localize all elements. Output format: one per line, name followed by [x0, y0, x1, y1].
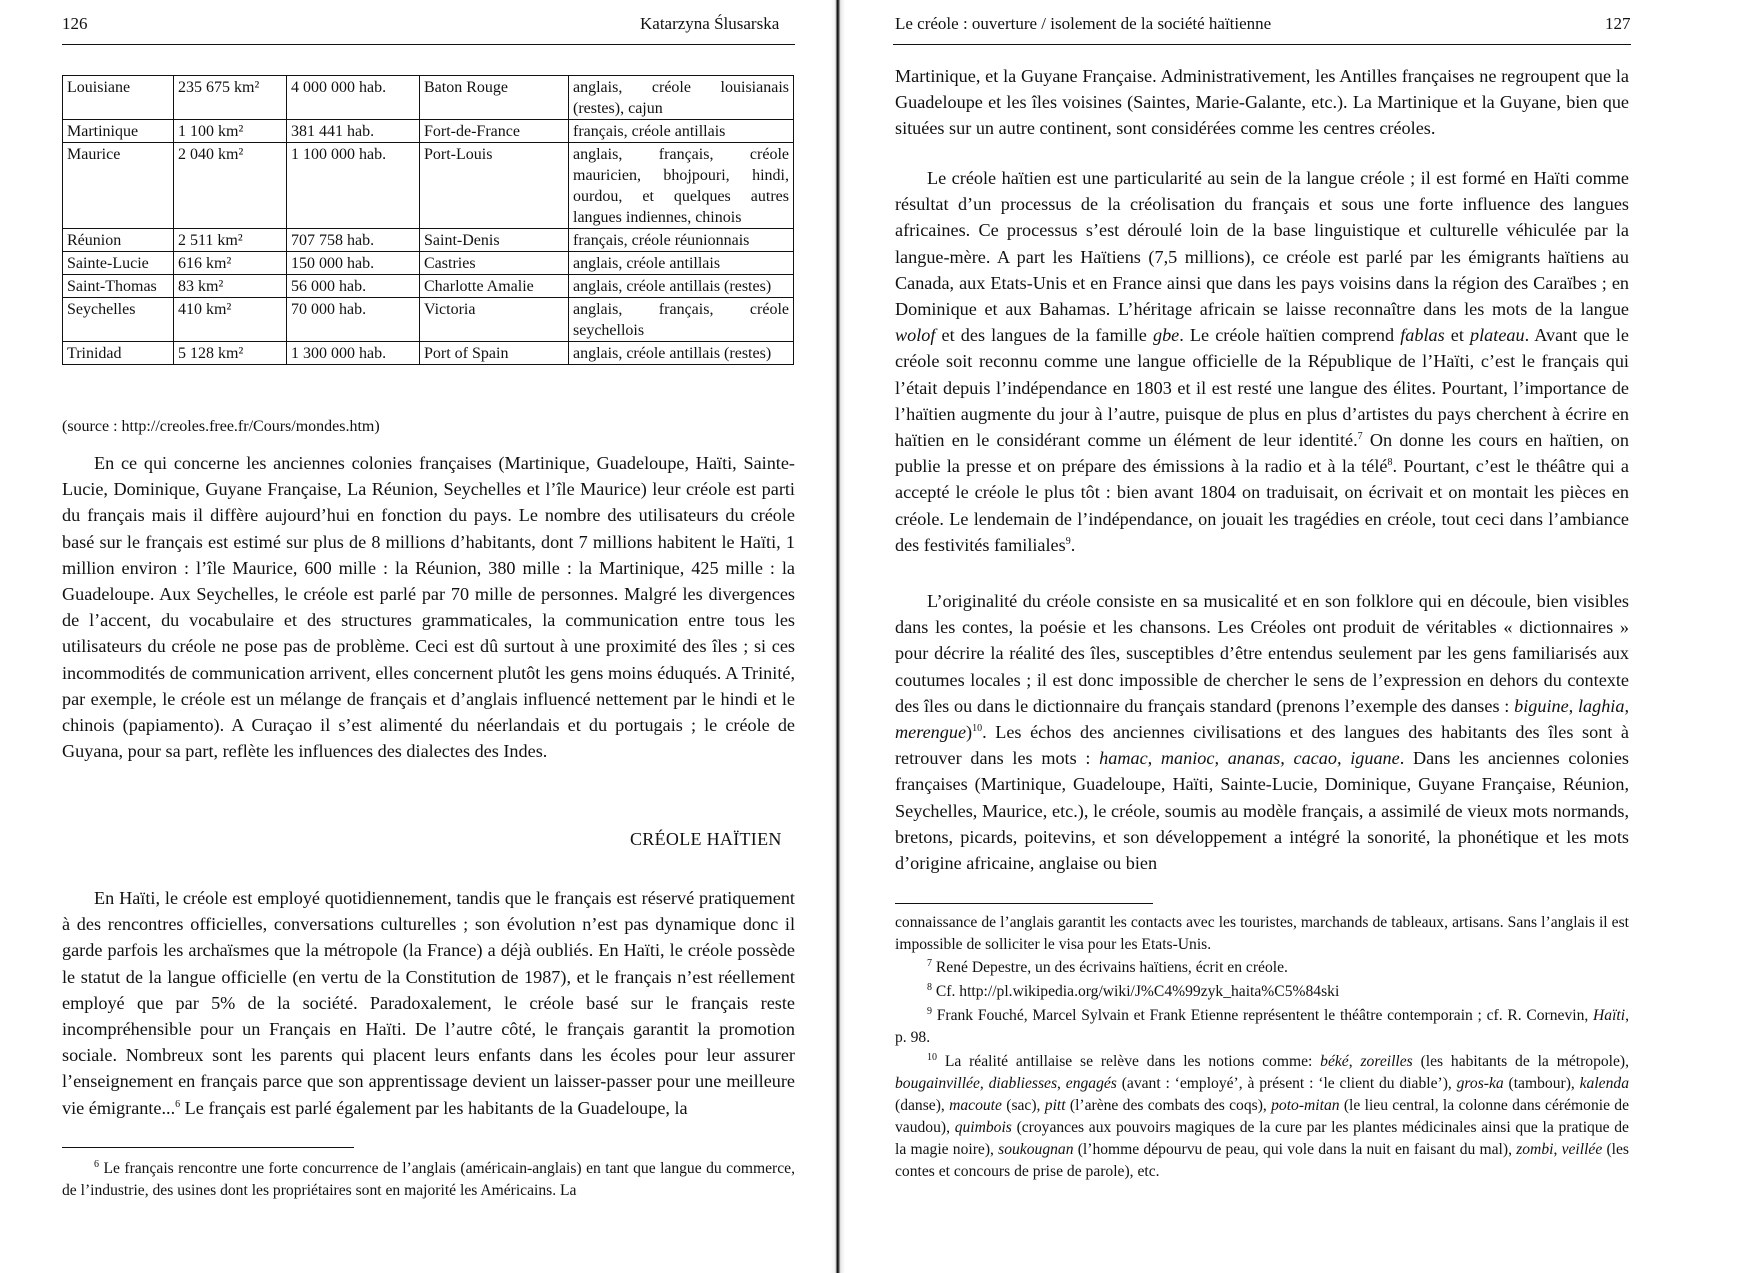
body-paragraph: En Haïti, le créole est employé quotidiennement, tandis que le français est réservé pratiquement à des rencontres officielles, conversations culturelles ; son évolution n’est pas dynamique donc il garde parfois les archaïsmes que la métropole (la France) a déjà oubliés. En Haïti, le créole possède le statut de la langue officielle (en vertu de la Constitution de 1987), et le français n’est réellement employé que par 5% de la société. Paradoxalement, le créole basé sur le français reste incompréhensible pour un Français en Haïti. De l’autre côté, le français garantit la promotion sociale. Nombreux sont les parents qui placent leurs enfants dans les écoles pour leur assurer l’enseignement en français parce que son apprentissage devient un laisser-passer pour une meilleure vie émigrante...$^6$ Le français est parlé également par les habitants de la Guadeloupe, la: [62, 888, 795, 1118]
territory-cell: Saint-Thomas: [63, 275, 174, 298]
capital-cell: Castries: [420, 252, 569, 275]
area-cell: 2 511 km²: [174, 229, 287, 252]
left-page: [0, 0, 830, 1273]
table-source: (source : http://creoles.free.fr/Cours/mondes.htm): [62, 418, 380, 435]
languages-cell: anglais, créole antillais: [569, 252, 794, 275]
footnote: connaissance de l’anglais garantit les contacts avec les touristes, marchands de tableaux, artisans. Sans l’anglais il est impossible de solliciter le visa pour les Etats-Unis.: [895, 914, 1629, 953]
body-paragraph: Martinique, et la Guyane Française. Administrativement, les Antilles françaises ne regroupent que la Guadeloupe et les îles voisines (Saintes, Marie-Galante, etc.). La Martinique et la Guyane, bien que situées sur un autre continent, sont considérées comme les centres créoles.: [895, 66, 1629, 139]
territory-cell: Sainte-Lucie: [63, 252, 174, 275]
creole-table: [62, 75, 794, 365]
table-row: [63, 252, 794, 275]
languages-cell: français, créole réunionnais: [569, 229, 794, 252]
footnote: $^7$ René Depestre, un des écrivains haïtiens, écrit en créole.: [927, 957, 1288, 976]
footnote-ref: 10: [972, 722, 983, 734]
capital-cell: Fort-de-France: [420, 120, 569, 143]
footnote-ref: 6: [175, 1098, 181, 1110]
territory-cell: Seychelles: [63, 298, 174, 342]
table-row: [63, 120, 794, 143]
footnote-rule: [62, 1147, 354, 1148]
table-row: [63, 143, 794, 229]
body-paragraph: L’originalité du créole consiste en sa musicalité et en son folklore qui en découle, bien visibles dans les contes, la poésie et les chansons. Les Créoles ont produit de véritables « dictionnaires » pour décrire la réalité des îles, susceptibles d’être entendus seulement par les gens familiarisés aux coutumes locales ; il est donc impossible de chercher le sens de l’expression en dehors du contexte des îles ou dans le dictionnaire du français standard (prenons l’exemple des danses : biguine, laghia, merengue)$^{10}$. Les échos des anciennes civilisations et des langues des habitants des îles sont à retrouver dans les mots : hamac, manioc, ananas, cacao, iguane. Dans les anciennes colonies françaises (Martinique, Guadeloupe, Haïti, Sainte-Lucie, Dominique, Guyane Française, Réunion, Seychelles, Maurice, etc.), le créole, soumis au modèle français, a assimilé de vieux mots normands, bretons, picards, poitevins, et son développement a intégré la sonorité, la phonétique et les mots d’origine africaine, anglaise ou bien: [895, 591, 1629, 874]
population-cell: 56 000 hab.: [287, 275, 420, 298]
table-row: [63, 229, 794, 252]
body-paragraph: Le créole haïtien est une particularité au sein de la langue créole ; il est formé en Haïti comme résultat d’un processus de la créolisation du français et sous une forte influence des langues africaines. Ce processus s’est déroulé loin de la base linguistique et culturelle véhiculée par la langue-mère. A part les Haïtiens (7,5 millions), ce créole est parlé par les émigrants haïtiens au Canada, aux Etats-Unis et en France ainsi que dans les pays voisins dans la région des Caraïbes ; en Dominique et aux Bahamas. L’héritage africain se laisse reconnaître dans les mots de la langue wolof et des langues de la famille gbe. Le créole haïtien comprend fablas et plateau. Avant que le créole soit reconnu comme une langue officielle de la République de l’Haïti, c’est le français qui l’était depuis l’indépendance en 1803 et il est resté une langue des élites. Pourtant, l’importance de l’haïtien augmente du jour à l’autre, puisque de plus en plus d’artistes du pays cherchent à écrire en haïtien en le considérant comme un élément de leur identité.$^7$ On donne les cours en haïtien, on publie la presse et on prépare des émissions à la radio et à la télé$^8$. Pourtant, c’est le théâtre qui a accepté le créole le plus tôt : bien avant 1804 on traduisait, on écrivait et on montait les pièces en créole. Le lendemain de l’indépendance, on jouait les tragédies en créole, tout ceci dans l’ambiance des festivités familiales$^9$.: [895, 168, 1629, 555]
footnote-ref: 7: [1357, 430, 1363, 442]
area-cell: 1 100 km²: [174, 120, 287, 143]
table-row: [63, 275, 794, 298]
table-row: [63, 76, 794, 120]
population-cell: 150 000 hab.: [287, 252, 420, 275]
header-rule: [62, 44, 795, 45]
area-cell: 616 km²: [174, 252, 287, 275]
territory-cell: Louisiane: [63, 76, 174, 120]
population-cell: 707 758 hab.: [287, 229, 420, 252]
area-cell: 83 km²: [174, 275, 287, 298]
footnote-rule: [895, 903, 1153, 904]
table-row: [63, 298, 794, 342]
section-title: CRÉOLE HAÏTIEN: [630, 829, 782, 849]
population-cell: 70 000 hab.: [287, 298, 420, 342]
languages-cell: anglais, français, créole mauricien, bhojpouri, hindi, ourdou, et quelques autres langues indiennes, chinois: [569, 143, 794, 229]
footnote: $^{10}$ La réalité antillaise se relève dans les notions comme: béké, zoreilles (les habitants de la métropole), bougainvillée, diabliesses, engagés (avant : ‘employé’, à présent : ‘le client du diable’), gros-ka (tambour), kalenda (danse), macoute (sac), pitt (l’arène des combats des coqs), poto-mitan (le lieu central, la colonne dans cérémonie de vaudou), quimbois (croyances aux pouvoirs magiques de la cure par les plantes médicinales ainsi que la pratique de la magie noire), soukougnan (l’homme dépourvu de peau, qui vole dans la nuit en faisant du mal), zombi, veillée (les contes et concours de prise de parole), etc.: [895, 1051, 1630, 1180]
footnote-ref: 9: [1065, 535, 1071, 547]
right-page: [845, 0, 1759, 1273]
area-cell: 2 040 km²: [174, 143, 287, 229]
running-head: Katarzyna Ślusarska: [640, 14, 780, 33]
book-gutter: [830, 0, 845, 1273]
header-rule: [893, 44, 1631, 45]
territory-cell: Maurice: [63, 143, 174, 229]
territory-cell: Martinique: [63, 120, 174, 143]
territory-cell: Trinidad: [63, 342, 174, 365]
population-cell: 4 000 000 hab.: [287, 76, 420, 120]
territory-cell: Réunion: [63, 229, 174, 252]
table-row: [63, 342, 794, 365]
footnote: $^9$ Frank Fouché, Marcel Sylvain et Frank Etienne représentent le théâtre contemporain ; cf. R. Cornevin, Haïti, p. 98.: [895, 1005, 1629, 1046]
page-number: 126: [62, 14, 88, 33]
languages-cell: anglais, créole antillais (restes): [569, 342, 794, 365]
population-cell: 381 441 hab.: [287, 120, 420, 143]
languages-cell: français, créole antillais: [569, 120, 794, 143]
page-number: 127: [1605, 14, 1631, 33]
population-cell: 1 100 000 hab.: [287, 143, 420, 229]
capital-cell: Baton Rouge: [420, 76, 569, 120]
capital-cell: Victoria: [420, 298, 569, 342]
languages-cell: anglais, créole antillais (restes): [569, 275, 794, 298]
languages-cell: anglais, créole louisianais (restes), cajun: [569, 76, 794, 120]
capital-cell: Charlotte Amalie: [420, 275, 569, 298]
area-cell: 410 km²: [174, 298, 287, 342]
capital-cell: Port-Louis: [420, 143, 569, 229]
footnote: $^8$ Cf. http://pl.wikipedia.org/wiki/J%C4%99zyk_haita%C5%84ski: [927, 981, 1340, 1000]
body-paragraph: En ce qui concerne les anciennes colonies françaises (Martinique, Guadeloupe, Haïti, Sainte-Lucie, Dominique, Guyane Française, La Réunion, Seychelles et l’île Maurice) leur créole est parti du français mais il diffère aujourd’hui en fonction du pays. Le nombre des utilisateurs du créole basé sur le français est estimé sur plus de 8 millions d’habitants, dont 7 millions habitent le Haïti, 1 million environ : l’île Maurice, 600 mille : la Réunion, 380 mille : la Martinique, 425 mille : la Guadeloupe. Aux Seychelles, le créole est parlé par 70 mille de personnes. Malgré les divergences de l’accent, du vocabulaire et des structures grammaticales, la communication entre tous les utilisateurs du créole ne pose pas de problème. Ceci est dû surtout à une proximité des îles ; si ces incommodités de communication arrivent, elles concernent plutôt les gens moins éduqués. A Trinité, par exemple, le créole est un mélange de français et d’anglais influencé nettement par le hindi et le chinois (papiamento). A Curaçao il s’est alimenté du néerlandais et du portugais ; le créole de Guyana, pour sa part, reflète les influences des dialectes des Indes.: [62, 453, 795, 762]
area-cell: 235 675 km²: [174, 76, 287, 120]
area-cell: 5 128 km²: [174, 342, 287, 365]
languages-cell: anglais, français, créole seychellois: [569, 298, 794, 342]
running-head: Le créole : ouverture / isolement de la société haïtienne: [895, 14, 1272, 33]
capital-cell: Saint-Denis: [420, 229, 569, 252]
capital-cell: Port of Spain: [420, 342, 569, 365]
population-cell: 1 300 000 hab.: [287, 342, 420, 365]
footnote-ref: 8: [1387, 457, 1393, 469]
footnote: $^6$ Le français rencontre une forte concurrence de l’anglais (américain-anglais) en tant que langue du commerce, de l’industrie, des usines dont les propriétaires sont en majorité les Américains. La: [62, 1158, 795, 1199]
